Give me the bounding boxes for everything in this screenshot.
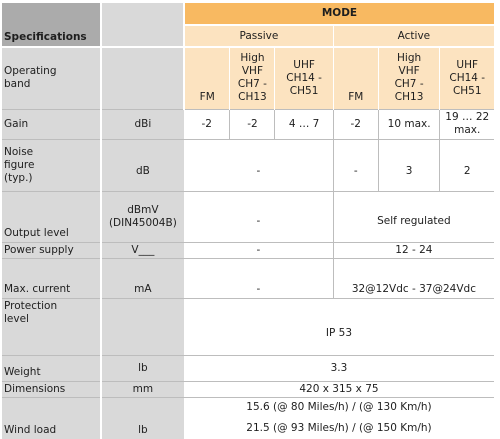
- active-header: Active: [333, 25, 494, 47]
- gain-vhf-active: 10 max.: [378, 109, 440, 139]
- output-level-unit: [101, 191, 184, 242]
- protection-level-unit: [101, 298, 184, 355]
- operating-band-unit: [101, 47, 184, 109]
- row-weight-label: Weight: [2, 355, 101, 381]
- wind-load-value-2: 21.5 (@ 93 Miles/h) / (@ 150 Km/h): [246, 422, 432, 435]
- unit-header-cell: [101, 3, 184, 47]
- noise-figure-line-1: Noise: [4, 145, 34, 158]
- row-protection-level-label: [2, 298, 101, 355]
- weight-value: 3.3: [184, 355, 494, 381]
- output-level-passive: -: [184, 191, 333, 242]
- operating-band-line-2: band: [4, 78, 31, 91]
- gain-uhf-active: [440, 109, 494, 139]
- noise-figure-vhf-active: 3: [378, 139, 440, 191]
- specifications-table: [2, 3, 494, 439]
- noise-figure-unit: dB: [101, 139, 184, 191]
- max-current-unit: mA: [101, 258, 184, 298]
- protection-level-line-2: level: [4, 312, 29, 325]
- power-supply-active: 12 - 24: [333, 242, 494, 258]
- vhf-passive-line-3: CH7 -: [237, 78, 267, 91]
- band-fm-passive: FM: [184, 47, 230, 109]
- power-supply-unit: V___: [101, 242, 184, 258]
- uhf-passive-line-1: UHF: [293, 58, 315, 71]
- gain-fm-passive: -2: [184, 109, 230, 139]
- wind-load-values: [184, 397, 494, 439]
- dimensions-value: 420 x 315 x 75: [184, 381, 494, 397]
- vhf-passive-line-2: VHF: [241, 65, 263, 78]
- uhf-passive-line-3: CH51: [289, 84, 319, 97]
- protection-level-value: IP 53: [184, 298, 494, 355]
- band-vhf-passive: [230, 47, 275, 109]
- passive-header: Passive: [184, 25, 333, 47]
- operating-band-line-1: Operating: [4, 65, 57, 78]
- output-level-active: Self regulated: [333, 191, 494, 242]
- row-output-level-label: Output level: [2, 191, 101, 242]
- gain-vhf-passive: -2: [230, 109, 275, 139]
- power-supply-passive: -: [184, 242, 333, 258]
- row-operating-band-label: [2, 47, 101, 109]
- band-uhf-active: [440, 47, 494, 109]
- specifications-header: Specifications: [2, 3, 101, 47]
- row-dimensions-label: Dimensions: [2, 381, 101, 397]
- protection-level-line-1: Protection: [4, 299, 58, 312]
- row-gain-label: Gain: [2, 109, 101, 139]
- vhf-active-line-4: CH13: [394, 91, 424, 104]
- noise-figure-passive: -: [184, 139, 333, 191]
- vhf-active-line-3: CH7 -: [394, 78, 424, 91]
- max-current-active: 32@12Vdc - 37@24Vdc: [333, 258, 494, 298]
- gain-uhf-active-line-1: 19 … 22: [445, 111, 490, 123]
- gain-uhf-passive: 4 … 7: [275, 109, 333, 139]
- wind-load-value-1: 15.6 (@ 80 Miles/h) / (@ 130 Km/h): [246, 401, 432, 414]
- vhf-passive-line-1: High: [240, 52, 265, 65]
- uhf-active-line-1: UHF: [456, 58, 479, 71]
- band-fm-active: FM: [333, 47, 378, 109]
- vhf-active-line-1: High: [397, 52, 422, 65]
- row-max-current-label: Max. current: [2, 258, 101, 298]
- noise-figure-uhf-active: 2: [440, 139, 494, 191]
- gain-uhf-active-line-2: max.: [454, 124, 481, 136]
- noise-figure-line-3: (typ.): [4, 171, 33, 184]
- noise-figure-fm-active: -: [333, 139, 378, 191]
- uhf-active-line-2: CH14 -: [449, 71, 486, 84]
- row-power-supply-label: Power supply: [2, 242, 101, 258]
- band-uhf-passive: [275, 47, 333, 109]
- vhf-active-line-2: VHF: [398, 65, 420, 78]
- output-level-unit-line-1: dBmV: [127, 203, 159, 216]
- gain-unit: dBi: [101, 109, 184, 139]
- uhf-active-line-3: CH51: [452, 84, 482, 97]
- mode-header: MODE: [184, 3, 494, 25]
- noise-figure-line-2: figure: [4, 158, 35, 171]
- gain-fm-active: -2: [333, 109, 378, 139]
- row-noise-figure-label: [2, 139, 101, 191]
- weight-unit: lb: [101, 355, 184, 381]
- wind-load-unit: lb: [101, 397, 184, 439]
- uhf-passive-line-2: CH14 -: [286, 71, 322, 84]
- output-level-unit-line-2: (DIN45004B): [108, 216, 177, 229]
- band-vhf-active: [378, 47, 440, 109]
- vhf-passive-line-4: CH13: [238, 91, 267, 104]
- row-wind-load-label: Wind load: [2, 397, 101, 439]
- max-current-passive: -: [184, 258, 333, 298]
- dimensions-unit: mm: [101, 381, 184, 397]
